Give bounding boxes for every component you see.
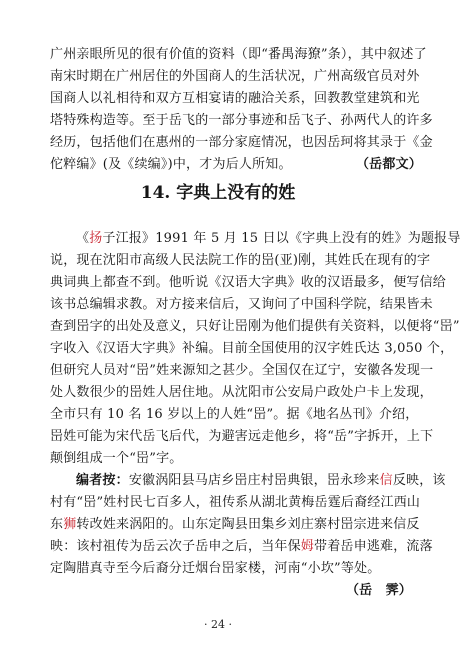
text-line: 南宋时期在广州居住的外国商人的生活状况，广州高级官员对外 (50, 69, 420, 84)
text-line: 颠倒组成一个“岊”字。 (50, 451, 183, 466)
text-line: 处人数很少的岊姓人居住地。从沈阳市公安局户政处户卡上发现， (50, 385, 433, 400)
text-line: 但研究人员对“岊”姓来源知之甚少。全国仅在辽宁，安徽各发现一 (50, 363, 434, 378)
text-line: 国商人以礼相待和双方互相宴请的融洽关系，回教教堂建筑和光 (50, 91, 420, 106)
previous-article-author: （岳都文） (355, 157, 422, 172)
text-line: 查到岊字的出处及意义，只好让岊刚为他们提供有关资料，以便将“岊” (50, 319, 460, 334)
text-line: 广州亲眼所见的很有价值的资料（即“番禺海獠”条），其中叙述了 (50, 47, 427, 62)
article-body (50, 228, 461, 470)
editor-note-label: 编者按： (76, 473, 129, 488)
text-line: 经历，包括他们在惠州的一部分家庭情况，也因岳珂将其录于《金 (50, 135, 433, 150)
text-line: 佗粹编》(及《续编》)中，才为后人所知。 (50, 157, 292, 172)
text-line: 全市只有 10 名 16 岁以上的人姓“岊”。据《地名丛刊》介绍， (50, 407, 419, 422)
text-line: 定陶腊真寺至今后裔分迁烟台岊家楼，河南“小坎”等处。 (50, 561, 381, 576)
text-line: 典词典上都查不到。他听说《汉语大字典》收的汉语最多，便写信给 (50, 275, 447, 290)
text-line: 岊姓可能为宋代岳飞后代，为避害远走他乡，将“岳”字拆开，上下 (50, 429, 434, 444)
text-line: 《扬子江报》1991 年 5 月 15 日以《字典上没有的姓》为题报导 (76, 231, 461, 246)
text-line: 村有“岊”姓村民七百多人，祖传系从湖北黄梅岳霆后裔经江西山 (50, 495, 421, 510)
text-line: 该书总编辑求教。对方接来信后，又询问了中国科学院，结果皆未 (50, 297, 433, 312)
text-line: 东狮转改姓来涡阳的。山东定陶县田集乡刘庄寨村岊宗进来信反 (50, 517, 420, 532)
author-line (50, 580, 422, 602)
section-heading: 14. 字典上没有的姓 (140, 183, 296, 203)
article-author: （岳 霁） (345, 583, 412, 598)
text-line: 字收入《汉语大字典》补编。目前全国使用的汉字姓氏达 3,050 个， (50, 341, 454, 356)
previous-article-tail (50, 44, 433, 176)
text-line: 说，现在沈阳市高级人民法院工作的岊(亚)刚，其姓氏在现有的字 (50, 253, 431, 268)
text-line: 塔特殊构造等。至于岳飞的一部分事迹和岳飞子、孙两代人的许多 (50, 113, 433, 128)
text-line: 映：该村祖传为岳云次子岳申之后，当年保姆带着岳申逃难，流落 (50, 539, 433, 554)
editor-note (50, 470, 446, 602)
page-number: · 24 · (204, 618, 232, 631)
text-line-with-author (50, 154, 422, 176)
text-line: 编者按：安徽涡阳县马店乡岊庄村岊典银，岊永珍来信反映，该 (76, 473, 446, 488)
